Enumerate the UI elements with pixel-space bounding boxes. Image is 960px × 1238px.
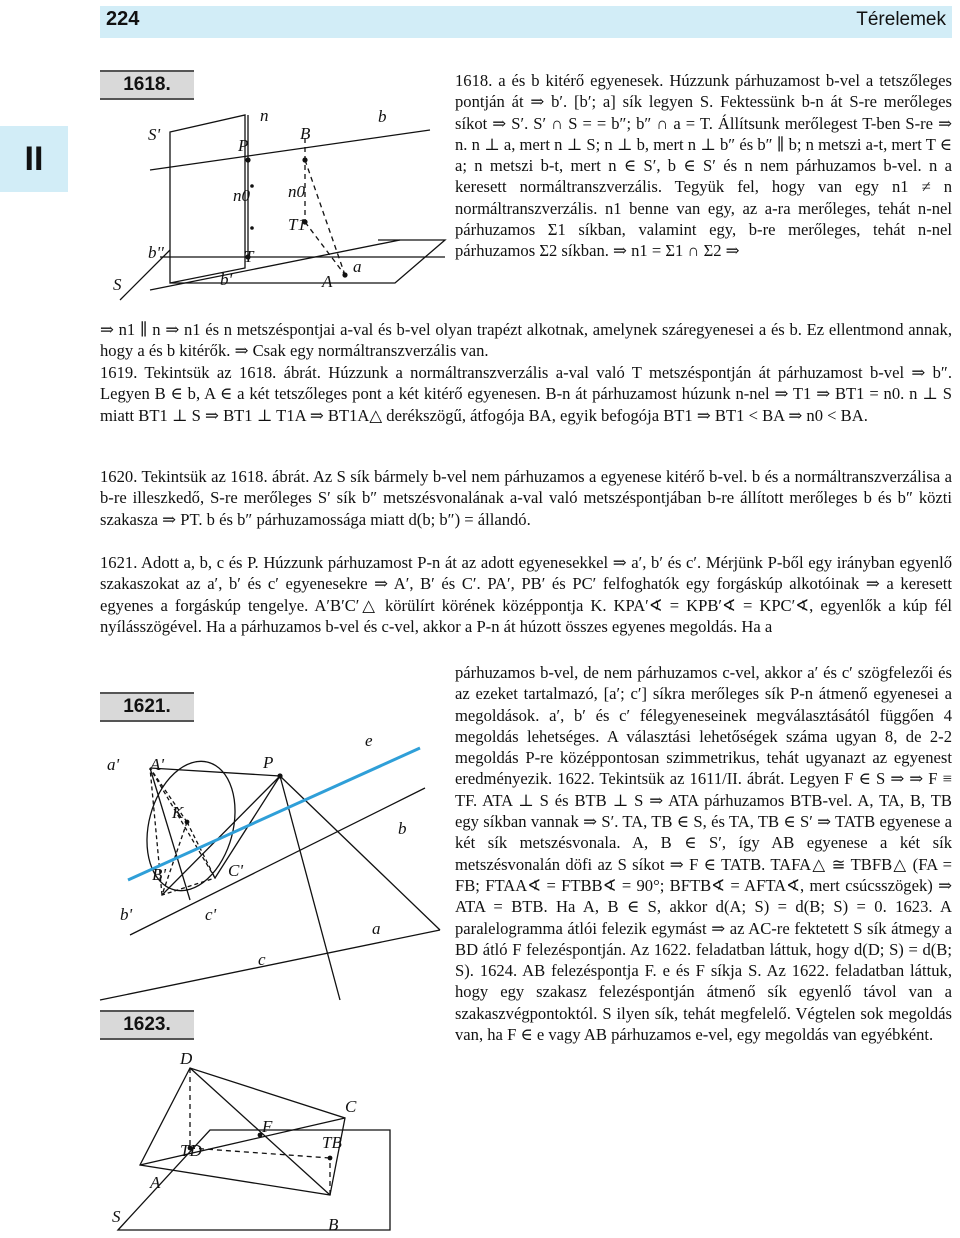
- label-b-prime: b': [120, 905, 133, 924]
- label-n: n: [260, 106, 269, 125]
- label-C: C: [345, 1097, 357, 1116]
- label-A: A: [322, 272, 333, 291]
- chapter-tab: II: [0, 126, 68, 192]
- figure-label-1623: 1623.: [100, 1010, 194, 1040]
- label-a: a: [372, 919, 381, 938]
- label-c: c: [258, 950, 266, 969]
- label-T1: T1: [288, 215, 306, 234]
- label-b-prime: b': [220, 270, 233, 289]
- label-T: T: [244, 247, 254, 266]
- label-B: B: [328, 1215, 339, 1234]
- solution-1621-1624-side: párhuzamos b-vel, de nem párhuzamos c-vel, akkor a′ és c′ szögfelezői és az ezeket tartalmazó, [a′; c′] síkra merőleges sík P-n átmenő egyenesei a megoldások. a′, b′ és c′ félegyeneseinek megválasztásától függően 4 megoldás lehetséges. A választási lehetőségek száma ugyan 8, de 2-2 megoldás P-re középpontosan szimmetrikus, tehát ugyanazt az egyenest eredményezik. 1622. Tekintsük az 1611/II. ábrát. Legyen F ∈ S ⇒ ⇒ F ≡ TF. ATA ⊥ S és BTB ⊥ S ⇒ ATA párhuzamos BTB-vel. A, TA, B, TB egy síkban vannak ⇒ S′. TA, TB ∈ S, és TA, TB ∈ S′ ⇒ TATB egyenese a két sík metszésvonala. A, B ∈ S′, így AB egyenese a két sík metszésvonalán döfi az S síkot ⇒ F ∈ TATB. TAFA△ ≅ TBFB△ (FA = FB; FTAA∢ = FTBB∢ = 90°; BFTB∢ = AFTA∢, mert csúcsszögek) ⇒ ATA = BTB. Ha A, B ∈ S, akkor d(A; S) = d(B; S) = 0. 1623. A paralelogramma átlói felezik egymást ⇒ az AC-re fektetett S sík átmegy a BD átló F felezéspontján. Az 1622. feladatban láttuk, hogy d(D; S) = d(B; S). 1624. AB felezéspontja F. e és F síkja S. Az 1622. feladatban láttuk, hogy egy szakasz felezéspontján átmenő sík egyenlő távol van a szakaszvégpontoktól. S ilyen sík, tehát megfelelő. Végtelen sok megoldás van, ha F ∈ e vagy AB párhuzamos e-vel, egy megoldás van egyébként.: [455, 663, 952, 1045]
- label-n0-left: n0: [233, 186, 250, 205]
- label-D: D: [180, 1049, 193, 1068]
- solution-1620: 1620. Tekintsük az 1618. ábrát. Az S sík bármely b-vel nem párhuzamos a egyenese kitérő b-vel. b és a normáltranszverzálisa a b-re illeszkedő, S-re merőleges S′ sík b″ metszésvonalának a-val való metszéspontjában b-re állított merőleges b és b″ közti szakasza ⇒ PT. b és b″ párhuzamossága miatt d(b; b″) = állandó.: [100, 467, 952, 529]
- label-c-prime: c': [205, 905, 217, 924]
- page-number: 224: [106, 8, 140, 30]
- label-A-prime: A': [150, 755, 165, 774]
- label-n0-right: n0: [288, 182, 305, 201]
- solution-1618-side: 1618. a és b kitérő egyenesek. Húzzunk párhuzamost b-vel a tetszőleges pontján át ⇒ b′. [b′; a] sík legyen S. Fektessünk b-n át S-re merőleges síkot ⇒ S′. S′ ∩ S = = b″; b″ ∩ a = T. Állítsunk merőlegest T-ben S-re ⇒ n. n ⊥ a, mert n ⊥ S; n ⊥ b, mert n ⊥ b″ és b″ ∥ b; n metszi a-t, mert T ∈ a; n metszi b-t, mert n ∈ S′, b ∈ S′ és n nem párhuzamos b-vel. n a keresett normáltranszverzális. Tegyük fel, hogy van egy n1 ≠ n normáltranszverzális. n1 benne van egy, az a-ra merőleges, tehát n-nel párhuzamos Σ1 síkban, valamint egy, b-re merőleges, tehát n-nel párhuzamos Σ2 síkban. ⇒ n1 = Σ1 ∩ Σ2 ⇒: [455, 71, 952, 261]
- label-B: B: [300, 124, 311, 143]
- solution-1621: 1621. Adott a, b, c és P. Húzzunk párhuzamost P-n át az adott egyenesekkel ⇒ a′, b′ és c′. Mérjünk P-ből egy irányban egyenlő szakaszokat az a′, b′ és c′ egyenesekre ⇒ A′, B′ és C′. PA′, PB′ és PC′ felfoghatók egy forgáskúp alkotóinak ⇒ a keresett egyenes a forgáskúp tengelye. A′B′C′△ körülírt körének középpontja K. KPA′∢ = KPB′∢ = KPC′∢, egyenlők a kúp fél nyílásszögével. Ha a párhuzamos b-vel és c-vel, akkor a P-n át húzott összes egyenes megoldás. Ha a: [100, 553, 952, 636]
- solution-1619: 1619. Tekintsük az 1618. ábrát. Húzzunk a normáltranszverzális a-val való T metszéspontján át párhuzamost b-vel ⇒ b″. Legyen B ∈ b, A ∈ a két tetszőleges pont a két kitérő egyenesen. B-n át párhuzamost húzunk n-nel ⇒ T1 ⇒ BT1 = n0. n ⊥ S miatt BT1 ⊥ S ⇒ BT1 ⊥ T1A ⇒ BT1A△ derékszögű, átfogója BA, egyik befogója BT1 ⇒ BT1 < BA ⇒ n0 < BA.: [100, 363, 952, 425]
- label-S-prime: S': [148, 125, 161, 144]
- label-b: b: [398, 819, 407, 838]
- label-b: b: [378, 107, 387, 126]
- label-a: a: [353, 257, 362, 276]
- label-S: S: [113, 275, 122, 294]
- label-a-prime: a': [107, 755, 120, 774]
- label-F: F: [262, 1117, 273, 1136]
- label-TD: TD: [180, 1141, 202, 1160]
- page-title: Térelemek: [856, 9, 946, 30]
- figure-label-1621: 1621.: [100, 692, 194, 722]
- label-C-prime: C': [228, 861, 243, 880]
- label-b-double-prime: b'': [148, 243, 164, 262]
- solution-1618-continued: ⇒ n1 ∥ n ⇒ n1 és n metszéspontjai a-val és b-vel olyan trapézt alkotnak, amelynek száregyenesei a és b. Ez ellentmond annak, hogy a és b kitérők. ⇒ Csak egy normáltranszverzális van.: [100, 320, 952, 361]
- label-B-prime: B': [152, 865, 167, 884]
- label-P: P: [263, 753, 274, 772]
- label-e: e: [365, 731, 373, 750]
- label-P: P: [238, 136, 249, 155]
- label-K: K: [172, 803, 184, 822]
- figure-label-1618: 1618.: [100, 70, 194, 100]
- label-TB: TB: [322, 1133, 342, 1152]
- label-S: S: [112, 1207, 121, 1226]
- label-A: A: [150, 1173, 161, 1192]
